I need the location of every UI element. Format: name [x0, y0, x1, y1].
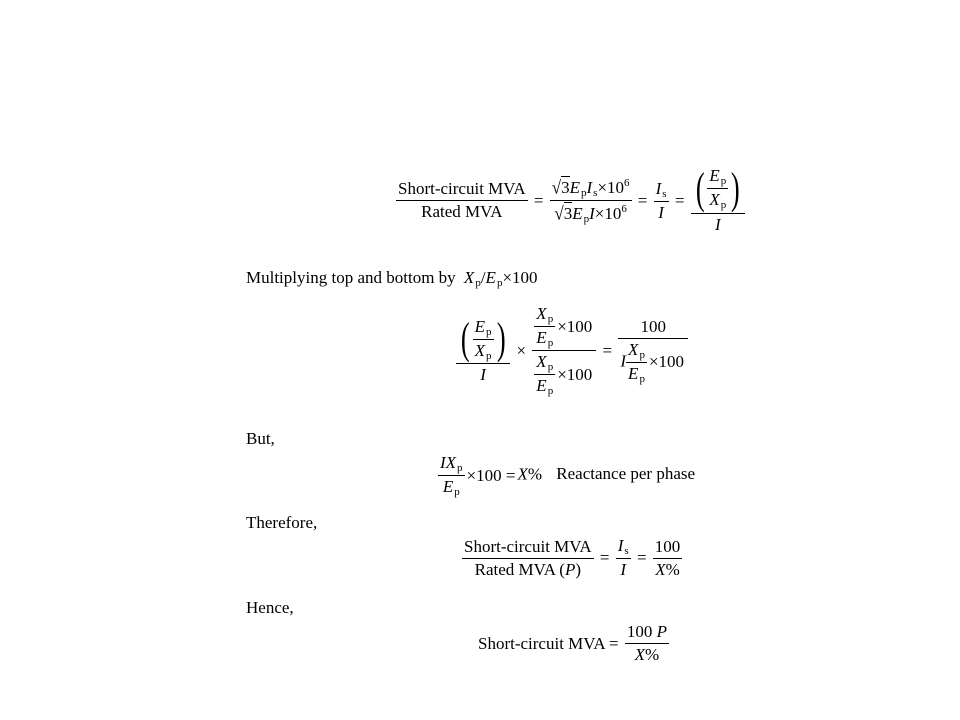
multiplying-text: Multiplying top and bottom by $X_p/E_p\times 100$: [246, 268, 538, 289]
lhs-denominator: Rated MVA: [421, 202, 503, 221]
sqrt-symbol: √3: [551, 177, 570, 198]
equation-reactance-per-phase: $\frac{IX_p}{E_p}$ ×100 =X% Reactance per phase: [440, 453, 696, 498]
times-sign: ×: [516, 340, 527, 360]
sqrt-denominator: $√3E_pI\times 10^6$: [554, 203, 627, 225]
mva-ratio-fraction: [462, 537, 594, 580]
equation-multiplied: [456, 304, 688, 397]
therefore-text: Therefore,: [246, 513, 318, 532]
equals-sign: =: [602, 340, 613, 360]
ep-over-xp-fraction: ( $\frac{E_p}{X_p}$ ) I: [691, 166, 745, 235]
short-circuit-mva-label: Short-circuit MVA =: [478, 633, 619, 653]
equals-sign: =: [636, 548, 647, 567]
equals-sign: =: [674, 190, 685, 210]
ep-xp-over-i-fraction: ( $\frac{E_p}{X_p}$ ) I: [456, 317, 510, 385]
mva-denominator: Rated MVA (P): [474, 559, 582, 579]
sqrt-fraction: [550, 176, 632, 225]
equation-short-circuit-mva: [476, 622, 669, 665]
current-ratio-fraction: $\frac{I_s}{I}$: [655, 178, 667, 222]
times-100-equals: ×100 =: [466, 465, 516, 485]
equals-sign: =: [637, 190, 648, 210]
hundred-p-over-xpct-fraction: $\frac{100 P}{X\%}$: [626, 622, 667, 664]
hundred-over-xpct-fraction: $\frac{100}{X\%}$: [654, 536, 681, 579]
sqrt-numerator: $√3E_pI_s\times 10^6$: [551, 177, 630, 199]
equation-short-circuit-ratio: [396, 163, 745, 235]
hundred-fraction: 100 I $\frac{X_p}{E_p}$ ×100: [618, 317, 688, 385]
lhs-numerator: Short-circuit MVA: [396, 179, 528, 201]
ixp-over-ep-fraction: $\frac{IX_p}{E_p}$: [440, 453, 463, 498]
but-text: But,: [246, 429, 275, 448]
equals-sign: =: [599, 548, 610, 567]
is-over-i-fraction: $\frac{I_s}{I}$: [617, 536, 629, 579]
compound-fraction: $\frac{X_p}{E_p}$ ×100 $\frac{X_p}{E_p}$ ×100: [532, 304, 596, 397]
hence-text: Hence,: [246, 598, 294, 617]
equation-mva-ratio: [462, 536, 682, 580]
reactance-per-phase-label: Reactance per phase: [556, 464, 696, 484]
multiplying-label: Multiplying top and bottom by: [246, 268, 456, 287]
mva-numerator: Short-circuit MVA: [462, 537, 594, 559]
equals-sign: =: [533, 190, 544, 210]
lhs-fraction: [396, 179, 528, 222]
